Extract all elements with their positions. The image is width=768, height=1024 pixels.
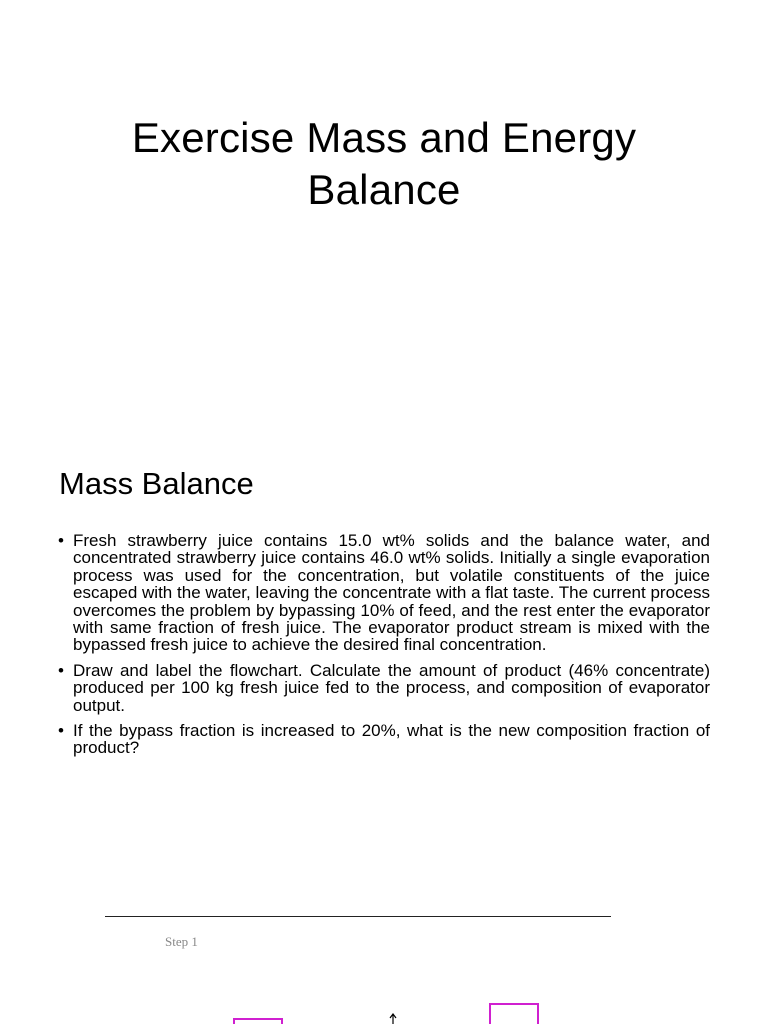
- slide-title: [0, 112, 768, 216]
- flowchart-box-feed: [233, 1018, 283, 1024]
- bullet-item-task-flowchart: [58, 662, 710, 714]
- step-label: Step 1: [165, 934, 198, 949]
- arrow-up-icon: [386, 1012, 400, 1024]
- bullet-text: Fresh strawberry juice contains 15.0 wt% solids and the balance water, and concentrated strawberry juice contains 46.0 wt% solids. Initially a single evaporation process was used for the concentration, but volatile constituents of the juice escaped with the water, leaving the concentrate with a flat taste. The current process overcomes the problem by bypassing 10% of feed, and the rest enter the evaporator with same fraction of fresh juice. The evaporator product stream is mixed with the bypassed fresh juice to achieve the desired final concentration.: [73, 531, 710, 655]
- bullet-text: Draw and label the flowchart. Calculate the amount of product (46% concentrate) produced per 100 kg fresh juice fed to the process, and composition of evaporator output.: [73, 660, 710, 715]
- bullet-item-problem-statement: [58, 532, 710, 654]
- bullet-item-task-bypass: [58, 722, 710, 757]
- bullet-dot: •: [58, 721, 64, 741]
- bullet-dot: •: [58, 531, 64, 550]
- bullet-list: [58, 532, 710, 765]
- title-line-2: Balance: [307, 166, 461, 213]
- title-line-1: Exercise Mass and Energy: [131, 114, 637, 161]
- flowchart-box-evaporator: [489, 1003, 539, 1024]
- bullet-dot: •: [58, 660, 64, 680]
- horizontal-divider: [105, 916, 611, 917]
- bullet-text: If the bypass fraction is increased to 20%, what is the new composition fraction of product?: [73, 721, 710, 758]
- section-heading: Mass Balance: [59, 466, 254, 501]
